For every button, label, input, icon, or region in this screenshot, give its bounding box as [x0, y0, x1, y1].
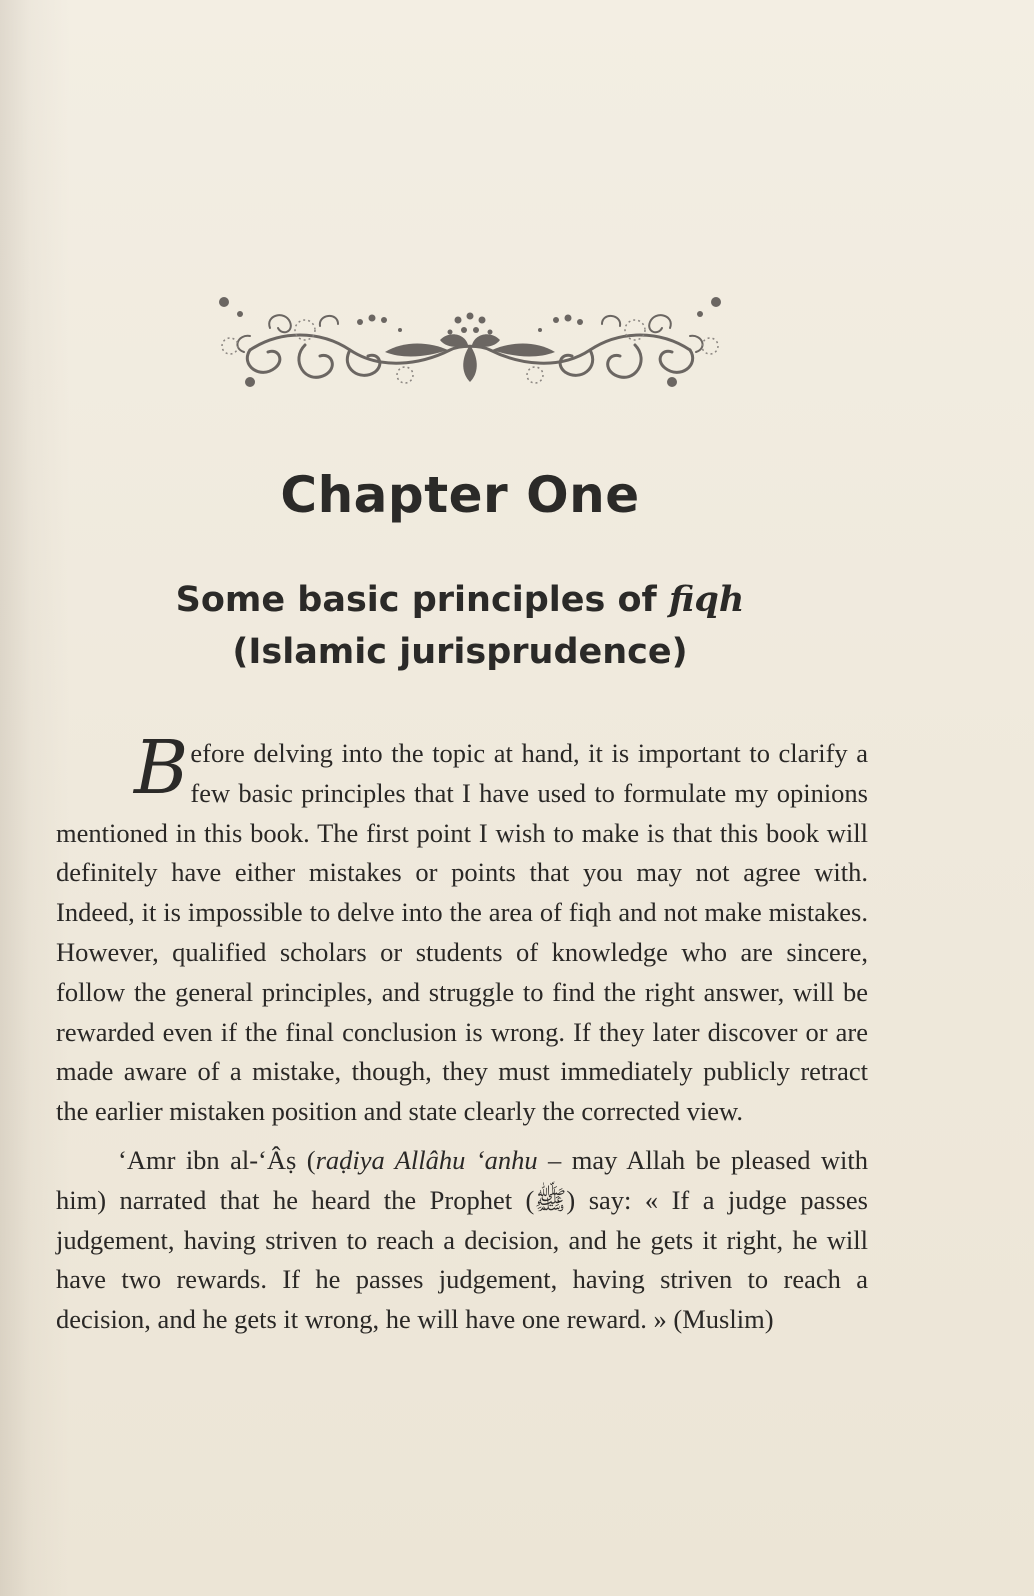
section-title	[0, 574, 920, 678]
chapter-title: Chapter One	[280, 466, 640, 524]
floral-scroll-ornament-icon	[210, 290, 730, 400]
section-title-line2: (Islamic jurisprudence)	[232, 632, 688, 672]
body-text	[56, 725, 869, 1340]
section-title-italic: fiqh	[668, 579, 745, 620]
drop-cap: B	[134, 725, 189, 811]
paragraph-2-italic: raḍiya Allâhu ‘anhu	[315, 1144, 538, 1175]
paragraph-2-rest: – may Allah be pleased with him) narrated that he heard the Prophet (ﷺ) say: « If a judge passes judgement, having striven to reach a decision, and he gets it right, he will have two rewards. If he passes judgement, having striven to reach a decision, and he gets it wrong, he will have one reward. » (Muslim)	[56, 1144, 869, 1335]
paragraph-2-start: ‘Amr ibn al-‘Âṣ (	[118, 1144, 316, 1175]
paragraph-1-text: efore delving into the topic at hand, it is important to clarify a few basic principles that I have used to formulate my opinions mentioned in this book. The first point I wish to make is that this book will definitely have either mistakes or points that you may not agree with. Indeed, it is impossible to delve into the area of fiqh and not make mistakes. However, qualified scholars or students of knowledge who are sincere, follow the general principles, and struggle to find the right answer, will be rewarded even if the final conclusion is wrong. If they later discover or are made aware of a mistake, though, they must immediately publicly retract the earlier mistaken position and state clearly the corrected view.	[56, 738, 868, 1127]
paragraph-2	[56, 1141, 868, 1340]
section-title-prefix: Some basic principles of	[175, 580, 669, 620]
paragraph-1	[56, 725, 868, 1132]
